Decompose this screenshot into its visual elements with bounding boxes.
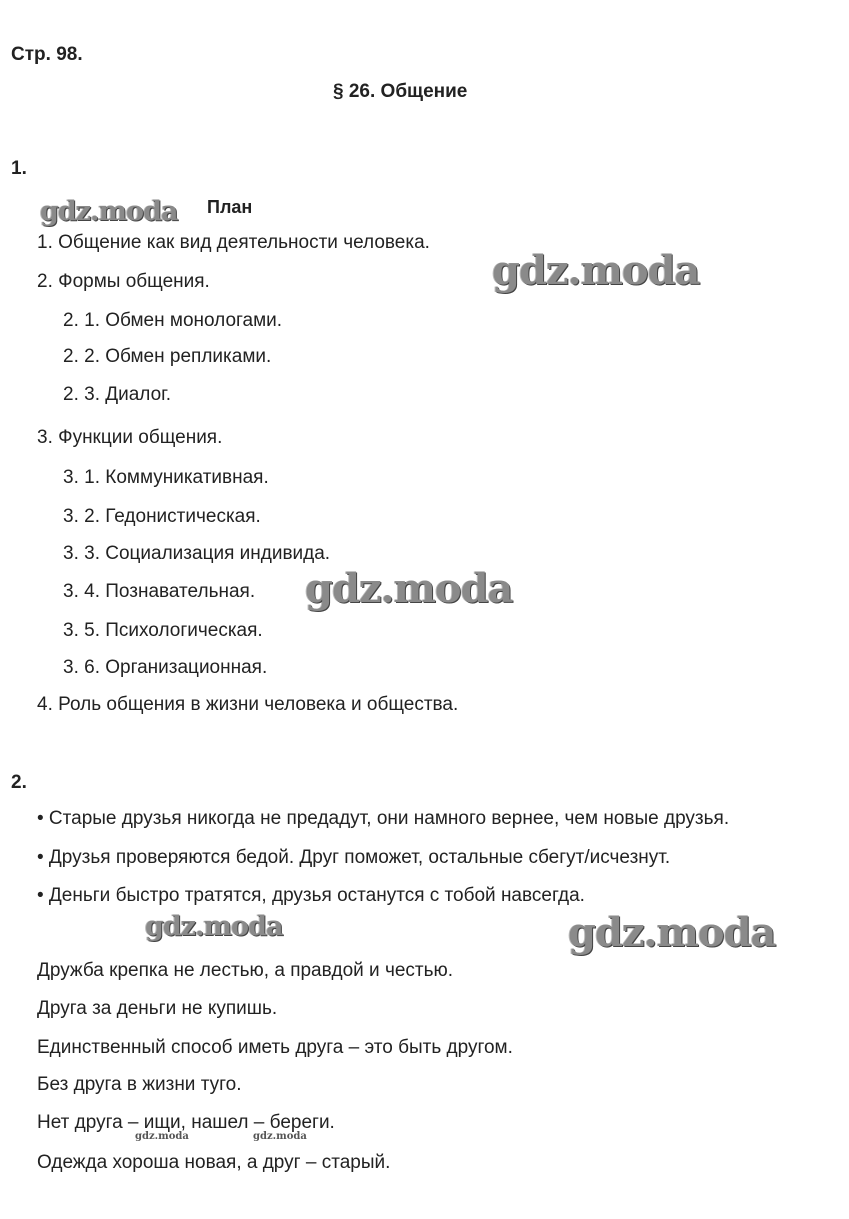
plan-item: 1. Общение как вид деятельности человека.	[37, 232, 430, 253]
task2-number: 2.	[11, 772, 27, 793]
watermark-logo: gdz.moda	[135, 1131, 189, 1142]
plan-subitem: 2. 3. Диалог.	[63, 384, 172, 405]
watermark-logo: gdz.moda	[145, 911, 283, 942]
task1-number: 1.	[11, 158, 27, 179]
proverb: Без друга в жизни туго.	[37, 1074, 242, 1095]
watermark-logo: gdz.moda	[253, 1131, 307, 1142]
plan-subitem: 3. 5. Психологическая.	[63, 620, 263, 641]
proverb: Нет друга – ищи, нашел – береги.	[37, 1112, 335, 1133]
section-title: § 26. Общение	[333, 81, 468, 102]
proverb: Одежда хороша новая, а друг – старый.	[37, 1152, 391, 1173]
plan-subitem: 3. 2. Гедонистическая.	[63, 506, 261, 527]
watermark-logo: gdz.moda	[492, 247, 700, 294]
plan-subitem: 2. 2. Обмен репликами.	[63, 346, 272, 367]
plan-subitem: 2. 1. Обмен монологами.	[63, 310, 283, 331]
plan-item: 2. Формы общения.	[37, 271, 210, 292]
watermark-logo: gdz.moda	[305, 565, 513, 612]
plan-subitem: 3. 3. Социализация индивида.	[63, 543, 331, 564]
bullet-item: • Деньги быстро тратятся, друзья останутся с тобой навсегда.	[37, 885, 585, 906]
bullet-item: • Старые друзья никогда не предадут, они намного вернее, чем новые друзья.	[37, 808, 730, 829]
proverb: Друга за деньги не купишь.	[37, 998, 278, 1019]
plan-item: 4. Роль общения в жизни человека и общества.	[37, 694, 459, 715]
plan-subitem: 3. 4. Познавательная.	[63, 581, 256, 602]
plan-subitem: 3. 6. Организационная.	[63, 657, 268, 678]
watermark-logo: gdz.moda	[568, 909, 776, 956]
plan-heading: План	[207, 197, 253, 217]
plan-subitem: 3. 1. Коммуникативная.	[63, 467, 269, 488]
proverb: Дружба крепка не лестью, а правдой и честью.	[37, 960, 454, 981]
watermark-logo: gdz.moda	[40, 196, 178, 227]
plan-item: 3. Функции общения.	[37, 427, 223, 448]
page-label: Стр. 98.	[11, 44, 83, 65]
bullet-item: • Друзья проверяются бедой. Друг поможет, остальные сбегут/исчезнут.	[37, 847, 671, 868]
proverb: Единственный способ иметь друга – это быть другом.	[37, 1037, 513, 1058]
